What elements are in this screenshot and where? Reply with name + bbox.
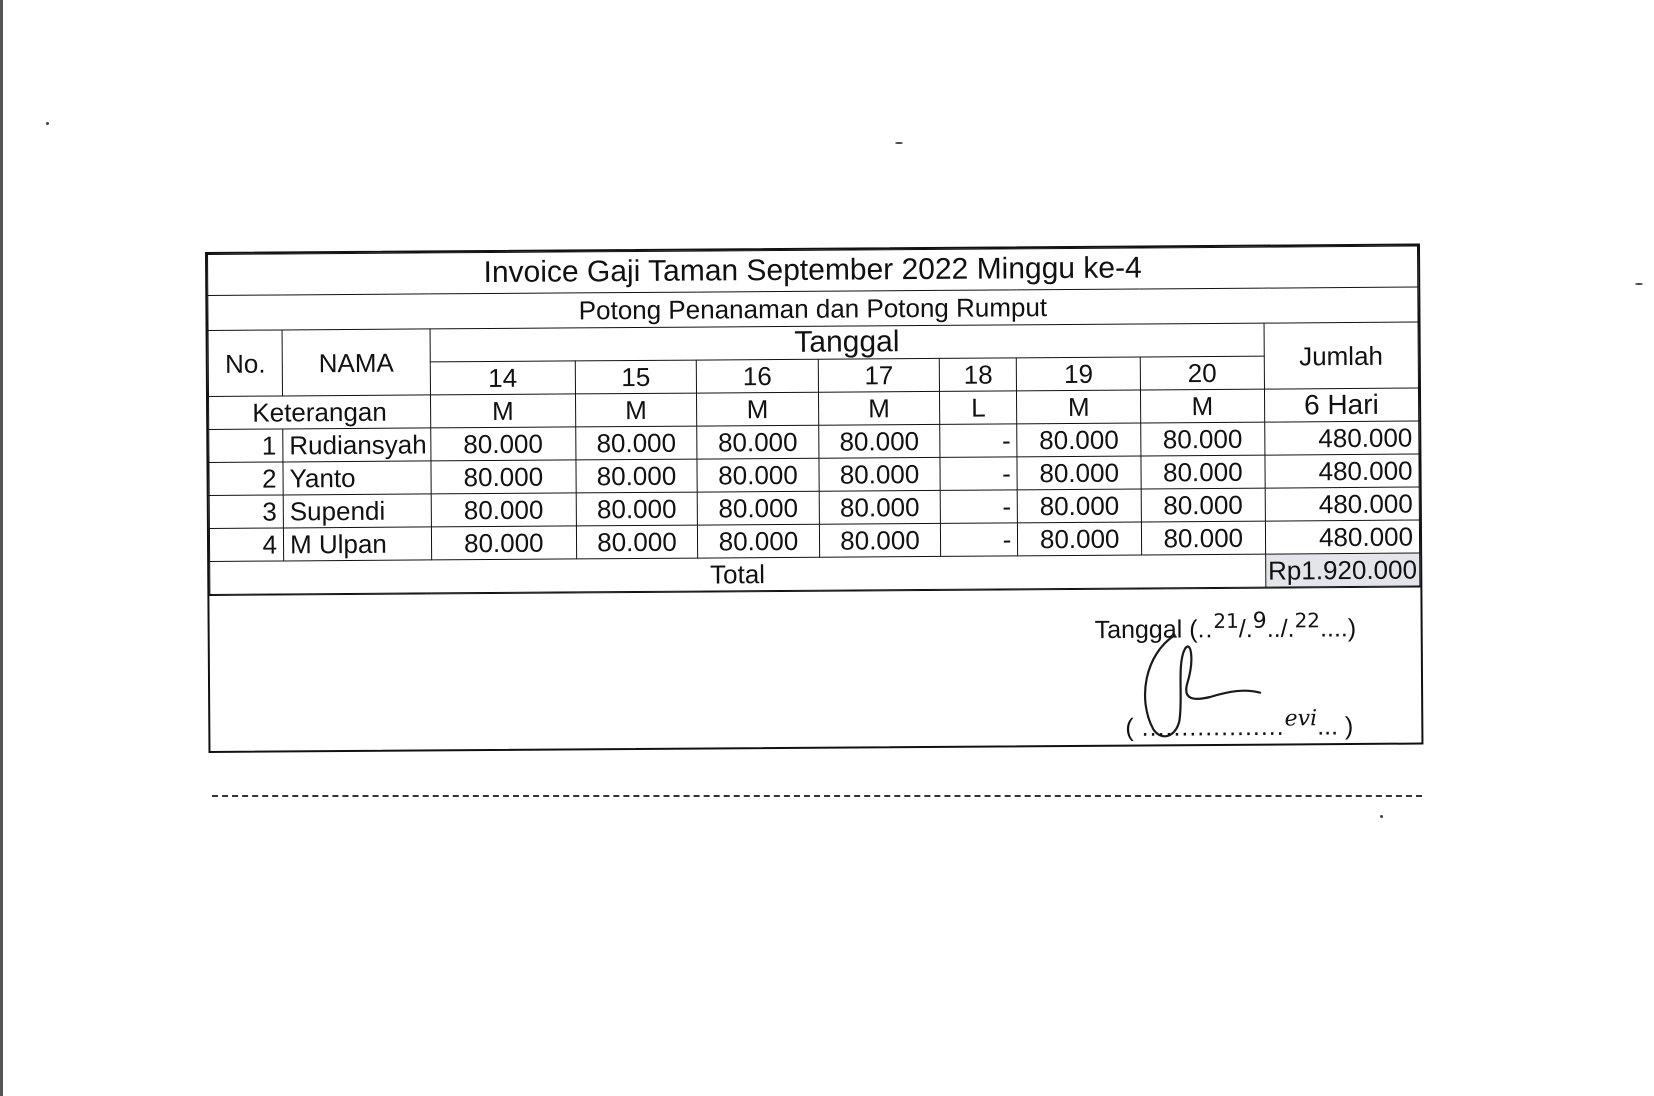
row-value: 80.000 <box>431 526 576 560</box>
signature-date: Tanggal (..$^{21}$/.9../.$^{22}$....) <box>1094 608 1357 645</box>
date-cell: 18 <box>939 358 1016 392</box>
row-value: 80.000 <box>1141 422 1265 456</box>
row-value: 80.000 <box>576 525 698 559</box>
row-name: Rudiansyah <box>283 428 431 462</box>
header-jumlah: Jumlah <box>1264 322 1419 389</box>
date-cell: 14 <box>430 361 575 395</box>
row-value: 80.000 <box>1141 488 1265 522</box>
row-name: Supendi <box>283 494 431 528</box>
row-value: 80.000 <box>431 427 576 461</box>
row-no: 2 <box>209 462 283 496</box>
row-value: 80.000 <box>1017 456 1141 490</box>
row-no: 4 <box>209 528 283 562</box>
row-value: 80.000 <box>819 457 941 491</box>
row-value: 80.000 <box>431 493 576 527</box>
scan-speck <box>895 142 903 144</box>
row-value: 80.000 <box>697 425 819 459</box>
date-cell: 20 <box>1140 356 1264 390</box>
row-value: 80.000 <box>697 458 819 492</box>
date-year: 22 <box>1294 608 1321 633</box>
row-value: 80.000 <box>1141 455 1265 489</box>
invoice-document <box>205 244 1423 753</box>
total-label: Total <box>210 554 1266 594</box>
code-cell: M <box>430 394 575 428</box>
date-close: ) <box>1347 614 1357 643</box>
scan-speck <box>1380 815 1383 818</box>
invoice-table <box>207 246 1420 595</box>
row-value: 80.000 <box>576 459 698 493</box>
name-close: ) <box>1344 712 1354 741</box>
date-cell: 16 <box>696 359 818 393</box>
date-cell: 15 <box>575 360 697 394</box>
row-value: - <box>940 457 1017 491</box>
row-value: 80.000 <box>431 460 576 494</box>
code-cell: M <box>818 391 940 425</box>
row-value: 80.000 <box>698 524 820 558</box>
row-value: 80.000 <box>575 426 697 460</box>
scan-speck <box>1635 283 1643 285</box>
cut-line <box>212 795 1422 797</box>
signature-area <box>209 587 1421 751</box>
signature-name: ( ..................evi... ) <box>1125 706 1354 742</box>
row-value: 80.000 <box>1018 489 1142 523</box>
name-value: evi <box>1284 706 1318 732</box>
row-value: 80.000 <box>819 523 941 557</box>
header-keterangan: Keterangan <box>209 395 431 430</box>
row-value: - <box>940 490 1017 524</box>
scan-speck <box>46 122 49 125</box>
row-value: 80.000 <box>819 490 941 524</box>
row-no: 3 <box>209 495 283 529</box>
row-jumlah: 480.000 <box>1265 520 1420 554</box>
row-value: 80.000 <box>818 424 940 458</box>
scan-edge <box>0 0 3 1096</box>
row-jumlah: 480.000 <box>1264 421 1419 455</box>
row-value: 80.000 <box>1017 423 1141 457</box>
date-label: Tanggal ( <box>1094 615 1198 645</box>
code-cell: M <box>1017 390 1141 424</box>
invoice-subtitle: Potong Penanaman dan Potong Rumput <box>208 287 1418 330</box>
name-open: ( <box>1125 713 1134 742</box>
header-nama: NAMA <box>282 329 430 396</box>
row-value: 80.000 <box>1018 522 1142 556</box>
row-value: 80.000 <box>697 491 819 525</box>
total-days: 6 Hari <box>1264 388 1419 422</box>
row-value: - <box>940 424 1017 458</box>
invoice-title: Invoice Gaji Taman September 2022 Minggu ke-4 <box>208 246 1418 295</box>
code-cell: L <box>940 391 1017 425</box>
code-cell: M <box>697 392 819 426</box>
code-cell: M <box>575 393 697 427</box>
code-cell: M <box>1140 389 1264 423</box>
row-name: M Ulpan <box>283 527 431 561</box>
date-month: 9 <box>1252 608 1267 634</box>
header-tanggal: Tanggal <box>430 323 1264 362</box>
date-day: 21 <box>1213 608 1239 633</box>
row-value: 80.000 <box>1141 521 1265 555</box>
date-cell: 19 <box>1017 357 1141 391</box>
row-jumlah: 480.000 <box>1265 487 1420 521</box>
date-cell: 17 <box>818 358 940 392</box>
row-name: Yanto <box>283 461 431 495</box>
row-value: - <box>941 523 1018 557</box>
row-jumlah: 480.000 <box>1265 454 1420 488</box>
total-value: Rp1.920.000 <box>1265 553 1420 587</box>
row-value: 80.000 <box>576 492 698 526</box>
row-no: 1 <box>209 429 283 463</box>
header-no: No. <box>208 330 282 397</box>
